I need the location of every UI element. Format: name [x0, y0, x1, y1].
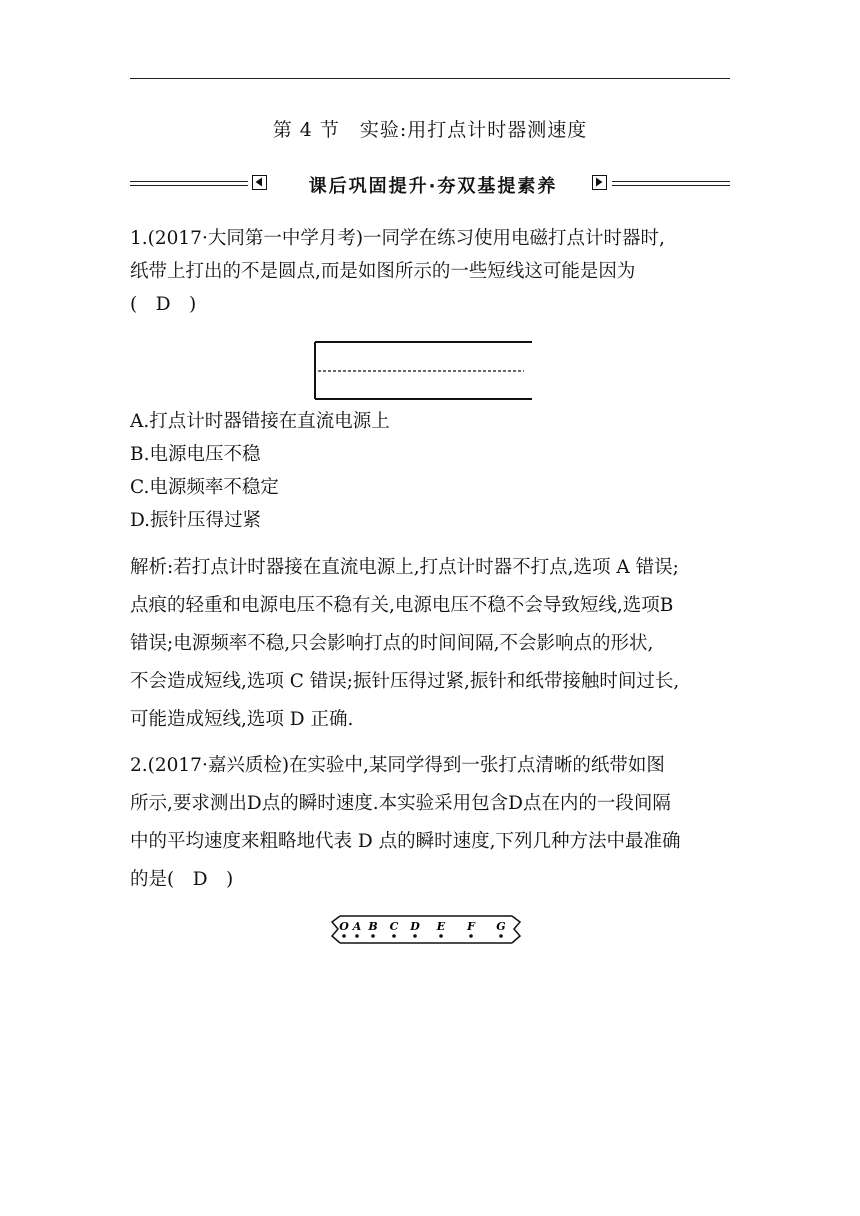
- analysis-line: 不会造成短线,选项 C 错误;振针压得过紧,振针和纸带接触时间过长,: [130, 671, 680, 692]
- question2-stem-line: 中的平均速度来粗略地代表 D 点的瞬时速度,下列几种方法中最准确: [130, 831, 681, 852]
- paper-tape-figure: [130, 321, 736, 405]
- right-arrow-icon: [592, 175, 607, 190]
- option-b: B.电源电压不稳: [130, 444, 261, 465]
- tape-point-label: B: [368, 920, 378, 933]
- tape-point-label: A: [352, 920, 362, 933]
- tape-point-label: F: [467, 920, 475, 933]
- tape-point-label: O: [339, 920, 349, 933]
- question2-stem-line: 2.(2017·嘉兴质检)在实验中,某同学得到一张打点清晰的纸带如图: [130, 755, 665, 776]
- tape-dot: [392, 934, 396, 938]
- content: [130, 222, 736, 959]
- question1-stem-line2: 纸带上打出的不是圆点,而是如图所示的一些短线这可能是因为: [130, 261, 636, 282]
- option-c: C.电源频率不稳定: [130, 477, 279, 498]
- tape-dot: [469, 934, 473, 938]
- banner-rule: [130, 185, 248, 186]
- tape-dot: [413, 934, 417, 938]
- left-arrow-icon: [252, 175, 267, 190]
- option-a: A.打点计时器错接在直流电源上: [130, 411, 390, 432]
- analysis-line: 解析:若打点计时器接在直流电源上,打点计时器不打点,选项 A 错误;: [130, 557, 679, 578]
- section-title: 第 4 节 实验:用打点计时器测速度: [272, 119, 588, 141]
- analysis-line: 错误;电源频率不稳,只会影响打点的时间间隔,不会影响点的形状,: [130, 633, 654, 654]
- question1-answer: ( D ): [130, 294, 197, 315]
- question1-stem-line1: 1.(2017·大同第一中学月考)一同学在练习使用电磁打点计时器时,: [130, 228, 665, 249]
- tape-dot: [371, 934, 375, 938]
- tape-dot: [499, 934, 503, 938]
- question2-stem-line: 所示,要求测出D点的瞬时速度.本实验采用包含D点在内的一段间隔: [130, 793, 671, 814]
- tape-point-label: E: [436, 920, 446, 933]
- tape-point-label: G: [496, 920, 506, 933]
- banner-rule: [612, 185, 730, 186]
- banner: [130, 170, 730, 198]
- tape-point-label: C: [389, 920, 399, 933]
- banner-rule: [612, 181, 730, 182]
- analysis: [130, 549, 736, 739]
- tape-dot: [439, 934, 443, 938]
- banner-text: 课后巩固提升·夯双基提素养: [308, 176, 558, 197]
- banner-rule: [130, 181, 248, 182]
- tape-dot: [342, 934, 346, 938]
- question2-stem-line: 的是( D ): [130, 869, 234, 890]
- question2: [130, 747, 736, 899]
- option-d: D.振针压得过紧: [130, 510, 262, 531]
- tape-point-label: D: [410, 920, 420, 933]
- analysis-line: 可能造成短线,选项 D 正确.: [130, 709, 354, 730]
- analysis-line: 点痕的轻重和电源电压不稳有关,电源电压不稳不会导致短线,选项B: [130, 595, 674, 616]
- top-rule: [130, 78, 730, 79]
- dotted-tape-figure: [130, 899, 736, 959]
- tape-dot: [355, 934, 359, 938]
